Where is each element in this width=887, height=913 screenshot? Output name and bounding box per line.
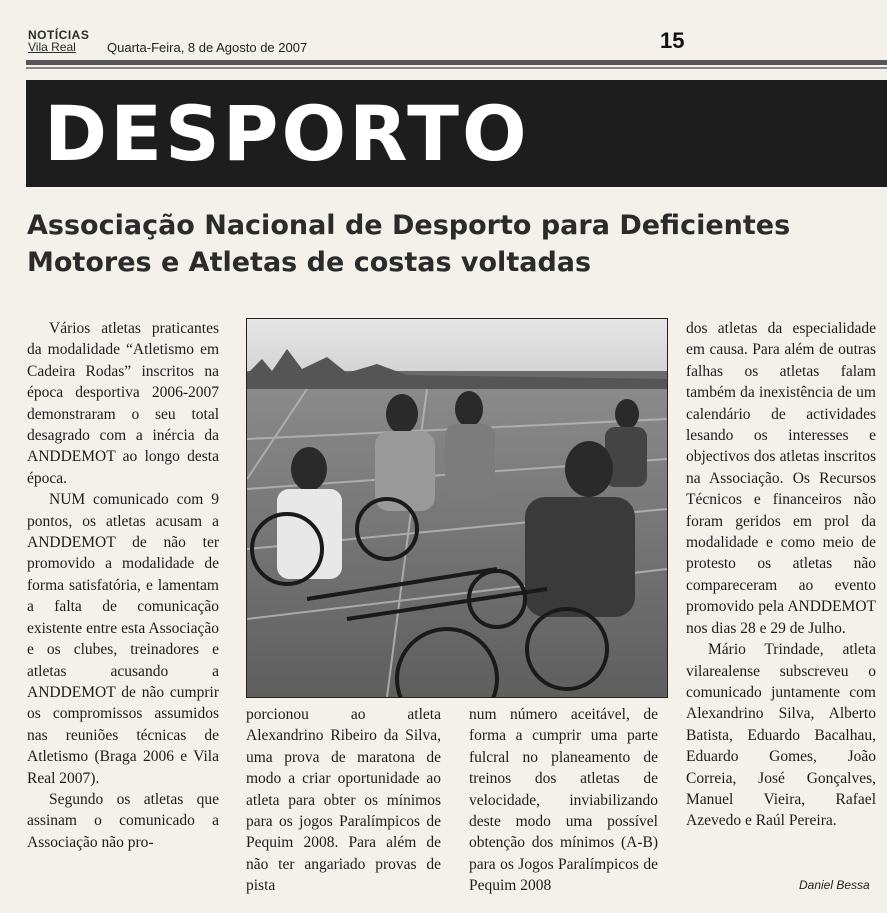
header-rule <box>26 60 887 65</box>
section-title: DESPORTO <box>44 89 530 178</box>
paragraph: num número aceitável, de forma a cumprir uma parte fulcral no planeamento de treinos dos atletas de velocidade, inviabilizando deste modo uma possível obtenção dos mínimos (A-B) para os Jogos Paralímpicos de Pequim 2008 <box>469 706 658 895</box>
newspaper-logo <box>28 29 89 53</box>
headline-line-1: Associação Nacional de Desporto para Deficientes <box>27 210 791 241</box>
logo-top-text: NOTÍCIAS <box>28 28 90 42</box>
article-headline <box>27 207 877 281</box>
athletes-wheelchair-photo <box>247 319 667 697</box>
page-number: 15 <box>660 28 685 53</box>
issue-date: Quarta-Feira, 8 de Agosto de 2007 <box>107 40 308 55</box>
headline-line-2: Motores e Atletas de costas voltadas <box>27 247 592 278</box>
paragraph: Segundo os atletas que assinam o comunicado a Associação não pro- <box>27 790 219 851</box>
header-rule-thin <box>26 67 887 69</box>
paragraph: Mário Trindade, atleta vilarealense subscreveu o comunicado juntamente com Alexandrino Silva, Alberto Batista, Eduardo Bacalhau, Eduardo Gomes, João Correia, José Gonçalves, Manuel Vieira, Rafael Azevedo e Raúl Pereira. <box>686 641 876 830</box>
article-column-4 <box>686 318 876 832</box>
logo-bottom-text: Vila Real <box>28 40 76 54</box>
paragraph: dos atletas da especialidade em causa. Para além de outras falhas os atletas falam também da inexistência de um calendário de actividades lesando os interesses e objectivos dos atletas inscritos na Associação. Os Recursos Técnicos e financeiros não foram geridos em prol da modalidade e como meio de protesto os atletas não compareceram ao evento promovido pela ANDDEMOT nos dias 28 e 29 de Julho. <box>686 320 876 637</box>
article-column-2 <box>246 704 441 897</box>
article-column-3 <box>469 704 658 897</box>
article-column-1 <box>27 318 219 853</box>
article-photo <box>246 318 668 698</box>
paragraph: NUM comunicado com 9 pontos, os atletas acusam a ANDDEMOT de não ter promovido a modalidade de forma satisfatória, e lamentam a falta de comunicação existente entre esta Associação e os clubes, treinadores e atletas acusando a ANDDEMOT de não cumprir os compromissos assumidos nas reuniões técnicas de Atletismo (Braga 2006 e Vila Real 2007). <box>27 491 219 787</box>
paragraph: Vários atletas praticantes da modalidade “Atletismo em Cadeira Rodas” inscritos na época desportiva 2006-2007 demonstraram o seu total desagrado com a inércia da ANDDEMOT ao longo desta época. <box>27 320 219 487</box>
article-byline: Daniel Bessa <box>799 878 870 892</box>
paragraph: porcionou ao atleta Alexandrino Ribeiro da Silva, uma prova de maratona de modo a criar oportunidade ao atleta para obter os mínimos para os jogos Paralímpicos de Pequim 2008. Para além de não ter angariado provas de pista <box>246 706 441 895</box>
